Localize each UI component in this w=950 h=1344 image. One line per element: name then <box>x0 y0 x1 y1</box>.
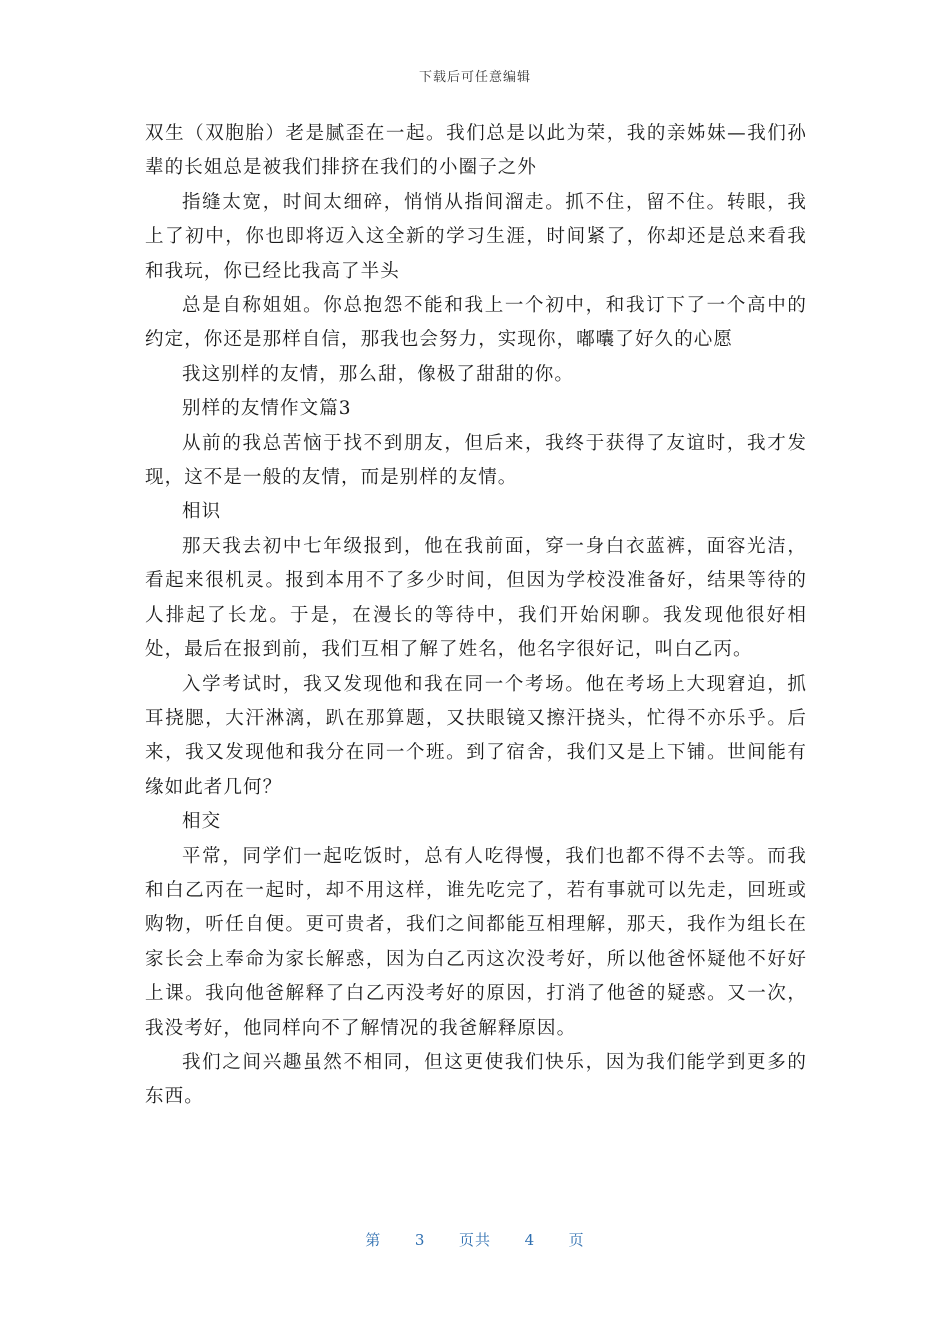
document-body <box>145 117 807 1115</box>
footer-prefix: 第 <box>365 1231 382 1249</box>
section-title: 别样的友情作文篇3 <box>182 398 352 420</box>
page-footer <box>0 1229 950 1250</box>
page-header: 下载后可任意编辑 <box>418 70 531 85</box>
footer-suffix: 页 <box>568 1231 585 1249</box>
subheading: 相交 <box>182 811 222 833</box>
footer-page-number: 3 <box>414 1231 426 1249</box>
paragraph: 双生（双胞胎）老是腻歪在一起。我们总是以此为荣，我的亲姊妹—我们孙辈的长姐总是被我们排挤在我们的小圈子之外 <box>145 123 807 179</box>
subheading: 相识 <box>182 501 222 523</box>
footer-total-pages: 4 <box>524 1231 536 1249</box>
paragraph: 我这别样的友情，那么甜，像极了甜甜的你。 <box>182 363 575 385</box>
paragraph: 我们之间兴趣虽然不相同，但这更使我们快乐，因为我们能学到更多的东西。 <box>145 1051 807 1108</box>
paragraph: 从前的我总苦恼于找不到朋友，但后来，我终于获得了友谊时，我才发现，这不是一般的友情，而是别样的友情。 <box>145 432 807 489</box>
paragraph: 那天我去初中七年级报到，他在我前面，穿一身白衣蓝裤，面容光洁，看起来很机灵。报到本用不了多少时间，但因为学校没准备好，结果等待的人排起了长龙。于是，在漫长的等待中，我们开始闲聊。我发现他很好相处，最后在报到前，我们互相了解了姓名，他名字很好记，叫白乙丙。 <box>145 535 807 661</box>
paragraph: 入学考试时，我又发现他和我在同一个考场。他在考场上大现窘迫，抓耳挠腮，大汗淋漓，趴在那算题，又扶眼镜又擦汗挠头，忙得不亦乐乎。后来，我又发现他和我分在同一个班。到了宿舍，我们又是上下铺。世间能有缘如此者几何？ <box>145 673 807 798</box>
paragraph: 总是自称姐姐。你总抱怨不能和我上一个初中，和我订下了一个高中的约定，你还是那样自信，那我也会努力，实现你，嘟囔了好久的心愿 <box>145 295 807 351</box>
footer-middle: 页共 <box>458 1231 491 1249</box>
paragraph: 指缝太宽，时间太细碎，悄悄从指间溜走。抓不住，留不住。转眼，我上了初中，你也即将迈入这全新的学习生涯，时间紧了，你却还是总来看我和我玩，你已经比我高了半头 <box>145 191 807 282</box>
paragraph: 平常，同学们一起吃饭时，总有人吃得慢，我们也都不得不去等。而我和白乙丙在一起时，却不用这样，谁先吃完了，若有事就可以先走，回班或购物，听任自便。更可贵者，我们之间都能互相理解，那天，我作为组长在家长会上奉命为家长解惑，因为白乙丙这次没考好，所以他爸怀疑他不好好上课。我向他爸解释了白乙丙没考好的原因，打消了他爸的疑惑。又一次，我没考好，他同样向不了解情况的我爸解释原因。 <box>145 845 807 1039</box>
